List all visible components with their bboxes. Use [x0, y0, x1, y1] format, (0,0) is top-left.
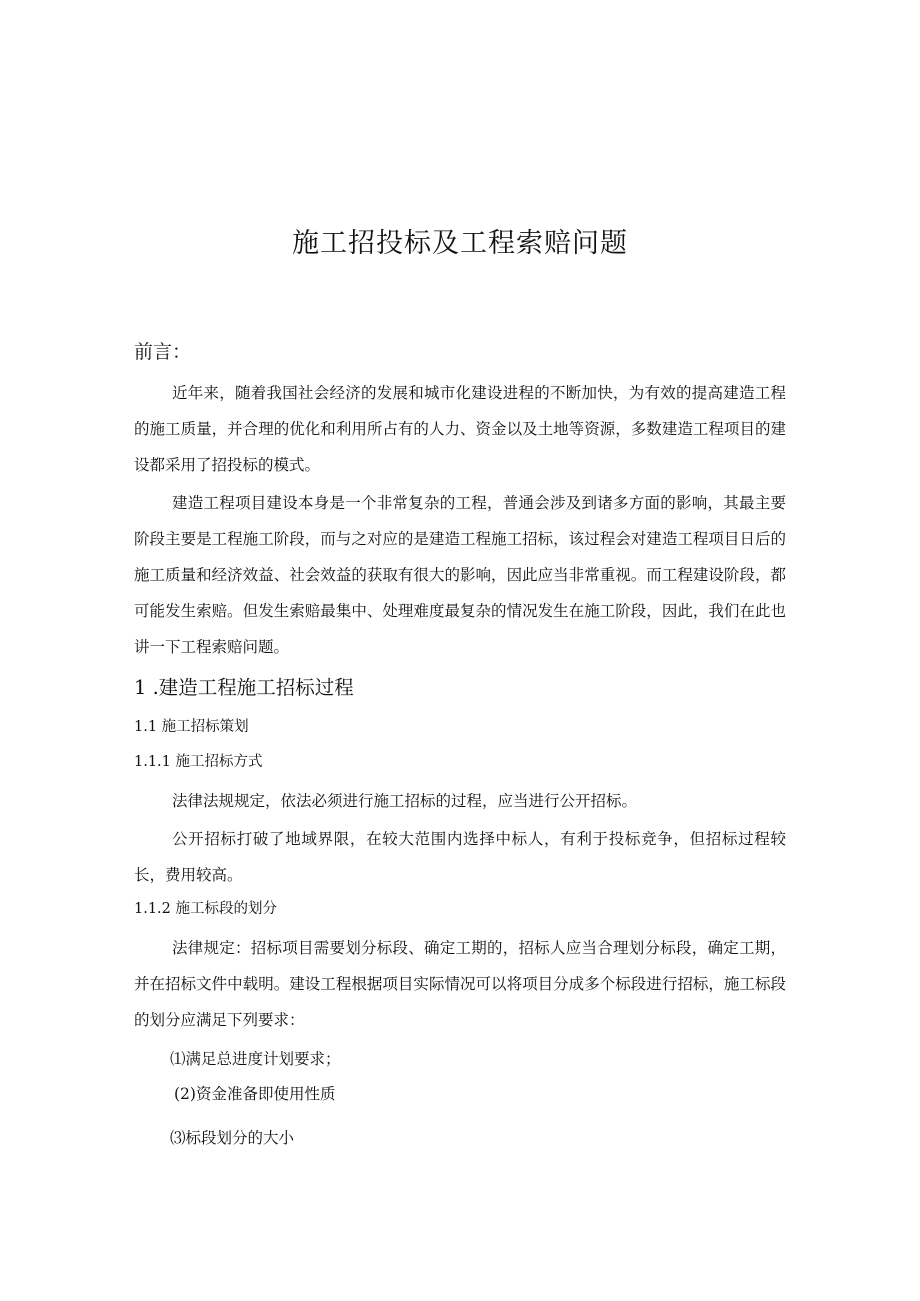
preface-heading: 前言：: [134, 341, 192, 363]
document-title: 施工招投标及工程索赔问题: [292, 228, 628, 259]
section-heading-1-1: 1.1 施工招标策划: [134, 719, 249, 735]
paragraph-intro-1: 近年来，随着我国社会经济的发展和城市化建设进程的不断加快，为有效的提高建造工程的施工质量，并合理的优化和利用所占有的人力、资金以及土地等资源，多数建造工程项目的建设都采用了招投标的模式。: [134, 384, 786, 474]
paragraph-open-bidding: 公开招标打破了地域界限，在较大范围内选择中标人，有利于投标竞争，但招标过程较长，费用较高。: [134, 830, 786, 884]
paragraph-law-rule: 法律法规规定，依法必须进行施工招标的过程，应当进行公开招标。: [172, 792, 638, 810]
paragraph-intro-2: 建造工程项目建设本身是一个非常复杂的工程，普通会涉及到诸多方面的影响，其最主要阶段主要是工程施工阶段，而与之对应的是建造工程施工招标，该过程会对建造工程项目日后的施工质量和经济效益、社会效益的获取有很大的影响，因此应当非常重视。而工程建设阶段，都可能发生索赔。但发生索赔最集中、处理难度最复杂的情况发生在施工阶段，因此，我们在此也讲一下工程索赔问题。: [134, 494, 786, 656]
section-heading-1-1-2: 1.1.2 施工标段的划分: [134, 901, 278, 917]
paragraph-section-division: 法律规定：招标项目需要划分标段、确定工期的，招标人应当合理划分标段，确定工期，并在招标文件中载明。建设工程根据项目实际情况可以将项目分成多个标段进行招标，施工标段的划分应满足下列要求：: [134, 939, 786, 1029]
section-heading-1-1-1: 1.1.1 施工招标方式: [134, 754, 263, 770]
list-item: ⑶标段划分的大小: [170, 1129, 295, 1147]
list-item: (2)资金准备即使用性质: [174, 1085, 336, 1103]
section-heading-1: 1 .建造工程施工招标过程: [134, 676, 354, 699]
list-item: ⑴满足总进度计划要求；: [170, 1050, 341, 1068]
